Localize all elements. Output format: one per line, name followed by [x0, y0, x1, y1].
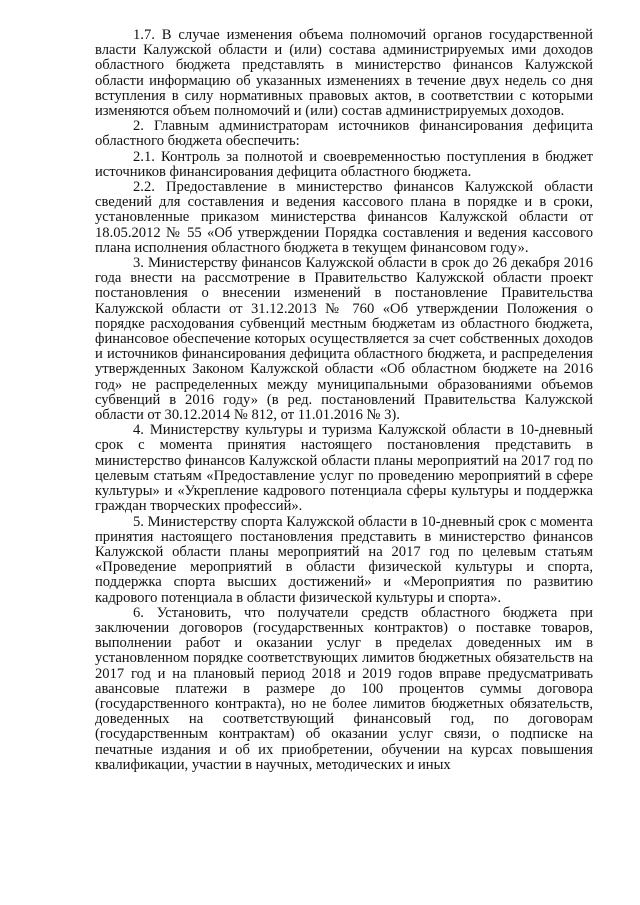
- paragraph-2-1: 2.1. Контроль за полнотой и своевременностью поступления в бюджет источников финансирования дефицита областного бюджета.: [95, 148, 593, 180]
- paragraph-1-7: 1.7. В случае изменения объема полномочий органов государственной власти Калужской области и (или) состава администрируемых ими доходов областного бюджета представлять в министерство финансов Калужской области информацию об указанных изменениях в течение двух недель со дня вступления в силу нормативных правовых актов, в соответствии с которыми изменяются объем полномочий и (или) состав администрируемых доходов.: [95, 27, 593, 120]
- paragraph-6: 6. Установить, что получатели средств областного бюджета при заключении договоров (государственных контрактов) о поставке товаров, выполнении работ и оказании услуг в пределах доведенных им в установленном порядке соответствующих лимитов бюджетных обязательств на 2017 год и на плановый период 2018 и 2019 годов вправе предусматривать авансовые платежи в размере до 100 процентов суммы договора (государственного контракта), но не более лимитов бюджетных обязательств, доведенных на соответствующий финансовый год, по договорам (государственным контрактам) об оказании услуг связи, о подписке на печатные издания и об их приобретении, обучении на курсах повышения квалификации, участии в научных, методических и иных: [95, 604, 593, 773]
- paragraph-2-2: 2.2. Предоставление в министерство финансов Калужской области сведений для составления и ведения кассового плана в порядке и в сроки, установленные приказом министерства финансов Калужской области от 18.05.2012 № 55 «Об утверждении Порядка составления и ведения кассового плана исполнения областного бюджета в текущем финансовом году».: [95, 179, 593, 256]
- document-body: [95, 28, 593, 773]
- paragraph-2: 2. Главным администраторам источников финансирования дефицита областного бюджета обеспечить:: [95, 118, 593, 150]
- paragraph-3: 3. Министерству финансов Калужской области в срок до 26 декабря 2016 года внести на рассмотрение в Правительство Калужской области проект постановления о внесении изменений в постановление Правительства Калужской области от 31.12.2013 № 760 «Об утверждении Положения о порядке расходования субвенций местным бюджетам из областного бюджета, финансовое обеспечение которых осуществляется за счет собственных доходов и источников финансирования дефицита областного бюджета, и распределения утвержденных Законом Калужской области «Об областном бюджете на 2016 год» не распределенных между муниципальными образованиями объемов субвенций в 2016 году» (в ред. постановлений Правительства Калужской области от 30.12.2014 № 812, от 11.01.2016 № 3).: [95, 255, 593, 424]
- paragraph-5: 5. Министерству спорта Калужской области в 10-дневный срок с момента принятия настоящего постановления представить в министерство финансов Калужской области планы мероприятий на 2017 год по целевым статьям «Проведение мероприятий в области физической культуры и спорта, поддержка спорта высших достижений» и «Мероприятия по развитию кадрового потенциала в области физической культуры и спорта».: [95, 513, 593, 606]
- paragraph-4: 4. Министерству культуры и туризма Калужской области в 10-дневный срок с момента принятия настоящего постановления представить в министерство финансов Калужской области планы мероприятий на 2017 год по целевым статьям «Предоставление услуг по проведению мероприятий в сфере культуры» и «Укрепление кадрового потенциала сферы культуры и поддержка граждан творческих профессий».: [95, 422, 593, 515]
